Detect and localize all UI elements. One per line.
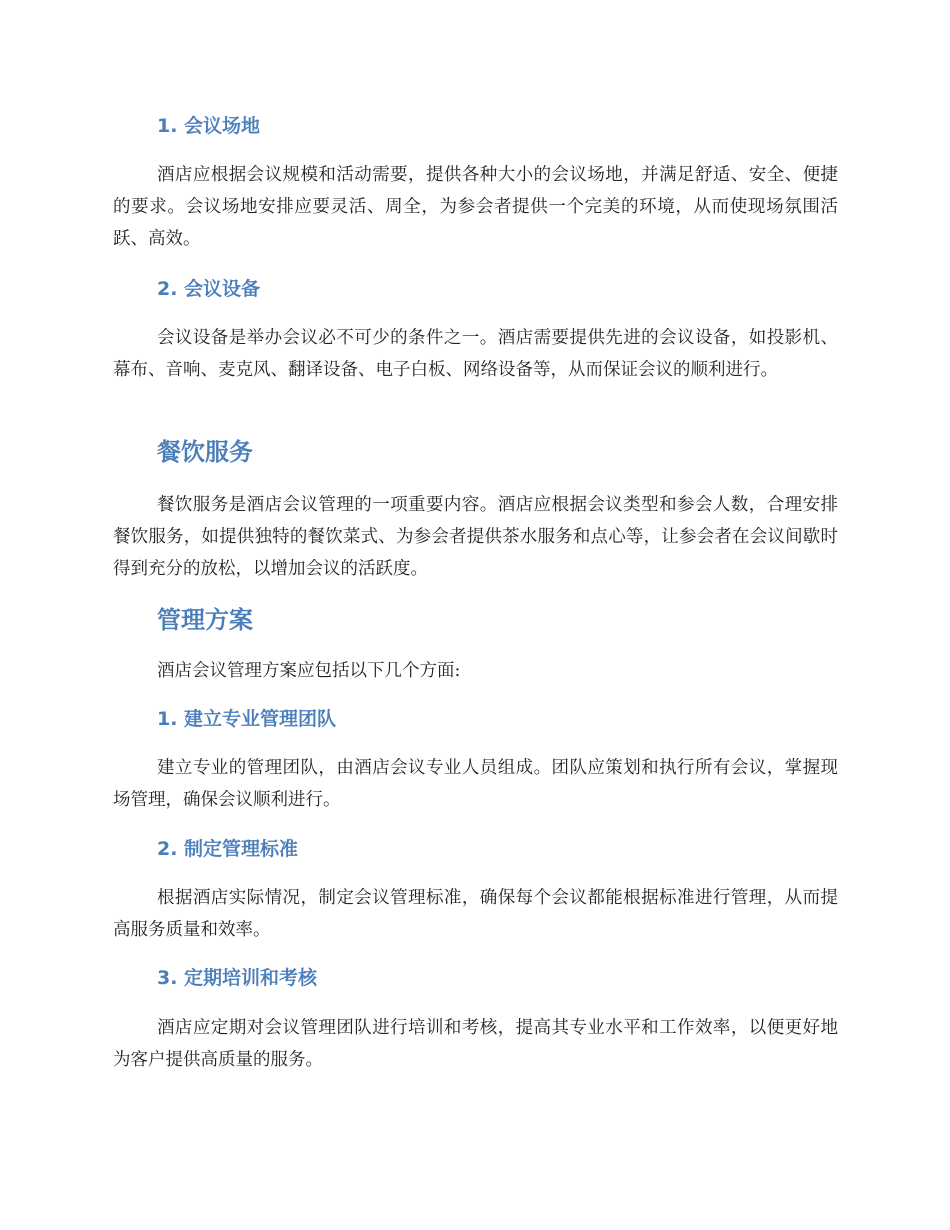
heading-meeting-venue: 1. 会议场地 xyxy=(157,115,261,137)
paragraph-training-assessment: 酒店应定期对会议管理团队进行培训和考核，提高其专业水平和工作效率，以便更好地为客户提供高质量的服务。 xyxy=(113,1018,838,1070)
heading-management-plan: 管理方案 xyxy=(157,606,253,634)
heading-professional-team: 1. 建立专业管理团队 xyxy=(157,708,337,730)
paragraph-meeting-venue: 酒店应根据会议规模和活动需要，提供各种大小的会议场地，并满足舒适、安全、便捷的要求。会议场地安排应要灵活、周全，为参会者提供一个完美的环境，从而使现场氛围活跃、高效。 xyxy=(113,165,838,249)
heading-meeting-equipment: 2. 会议设备 xyxy=(157,278,261,300)
paragraph-management-standards: 根据酒店实际情况，制定会议管理标准，确保每个会议都能根据标准进行管理，从而提高服务质量和效率。 xyxy=(113,888,838,940)
paragraph-catering-service: 餐饮服务是酒店会议管理的一项重要内容。酒店应根据会议类型和参会人数，合理安排餐饮服务，如提供独特的餐饮菜式、为参会者提供茶水服务和点心等，让参会者在会议间歇时得到充分的放松，以增加会议的活跃度。 xyxy=(113,495,838,579)
heading-management-standards: 2. 制定管理标准 xyxy=(157,838,299,860)
paragraph-meeting-equipment: 会议设备是举办会议必不可少的条件之一。酒店需要提供先进的会议设备，如投影机、幕布、音响、麦克风、翻译设备、电子白板、网络设备等，从而保证会议的顺利进行。 xyxy=(113,328,838,380)
heading-training-assessment: 3. 定期培训和考核 xyxy=(157,967,318,989)
paragraph-management-plan-intro: 酒店会议管理方案应包括以下几个方面: xyxy=(157,661,461,681)
heading-catering-service: 餐饮服务 xyxy=(157,438,253,466)
paragraph-professional-team: 建立专业的管理团队，由酒店会议专业人员组成。团队应策划和执行所有会议，掌握现场管理，确保会议顺利进行。 xyxy=(113,758,838,810)
